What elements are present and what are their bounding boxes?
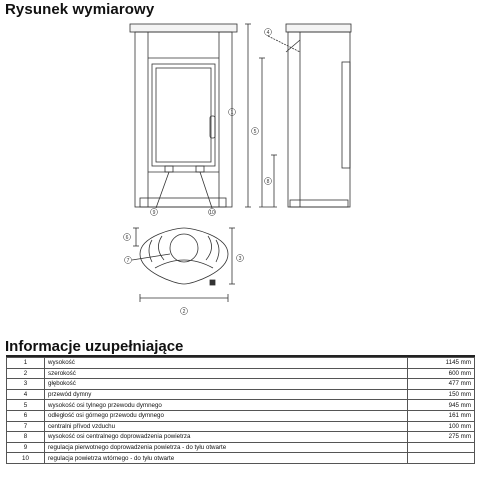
row-value: 477 mm <box>408 379 475 390</box>
row-value: 1145 mm <box>408 358 475 369</box>
row-value <box>408 442 475 453</box>
row-number: 3 <box>7 379 45 390</box>
table-row <box>7 400 475 411</box>
callout-8: 8 <box>266 179 270 185</box>
table-row <box>7 379 475 390</box>
callout-5: 5 <box>253 129 257 135</box>
row-number: 5 <box>7 400 45 411</box>
row-value: 100 mm <box>408 421 475 432</box>
callout-4: 4 <box>266 30 270 36</box>
row-label: wysokość osi centralnego doprowadzenia powietrza <box>45 432 408 443</box>
page-title: Rysunek wymiarowy <box>5 1 155 18</box>
row-label: centralni přívod vzduchu <box>45 421 408 432</box>
row-number: 6 <box>7 410 45 421</box>
row-number: 1 <box>7 358 45 369</box>
row-number: 7 <box>7 421 45 432</box>
row-label: przewód dymny <box>45 389 408 400</box>
row-value: 150 mm <box>408 389 475 400</box>
row-value: 161 mm <box>408 410 475 421</box>
table-row <box>7 368 475 379</box>
row-label: głębokość <box>45 379 408 390</box>
row-number: 2 <box>7 368 45 379</box>
row-value: 945 mm <box>408 400 475 411</box>
callout-2: 2 <box>182 309 186 315</box>
row-label: szerokość <box>45 368 408 379</box>
table-row <box>7 453 475 464</box>
row-label: wysokość <box>45 358 408 369</box>
row-label: wysokość osi tylnego przewodu dymnego <box>45 400 408 411</box>
row-label: regulacja powietrza wtórnego - do tyłu otwarte <box>45 453 408 464</box>
callout-10: 10 <box>209 210 215 216</box>
table-row <box>7 442 475 453</box>
row-value: 600 mm <box>408 368 475 379</box>
callout-1: 1 <box>230 110 234 116</box>
row-label: regulacja pierwotnego doprowadzenia powietrza - do tyłu otwarte <box>45 442 408 453</box>
callout-9: 9 <box>152 210 156 216</box>
top-view <box>132 228 235 302</box>
row-value <box>408 453 475 464</box>
row-label: odległość osi górnego przewodu dymnego <box>45 410 408 421</box>
spec-table <box>6 357 475 464</box>
row-value: 275 mm <box>408 432 475 443</box>
section-title: Informacje uzupełniające <box>5 338 184 355</box>
row-number: 8 <box>7 432 45 443</box>
side-view <box>259 24 351 207</box>
table-row <box>7 432 475 443</box>
table-row <box>7 389 475 400</box>
callout-3: 3 <box>238 256 242 262</box>
table-row <box>7 358 475 369</box>
front-view <box>130 24 251 208</box>
table-row <box>7 410 475 421</box>
row-number: 10 <box>7 453 45 464</box>
row-number: 4 <box>7 389 45 400</box>
callout-6: 6 <box>125 235 129 241</box>
callout-7: 7 <box>126 258 130 264</box>
row-number: 9 <box>7 442 45 453</box>
table-row <box>7 421 475 432</box>
